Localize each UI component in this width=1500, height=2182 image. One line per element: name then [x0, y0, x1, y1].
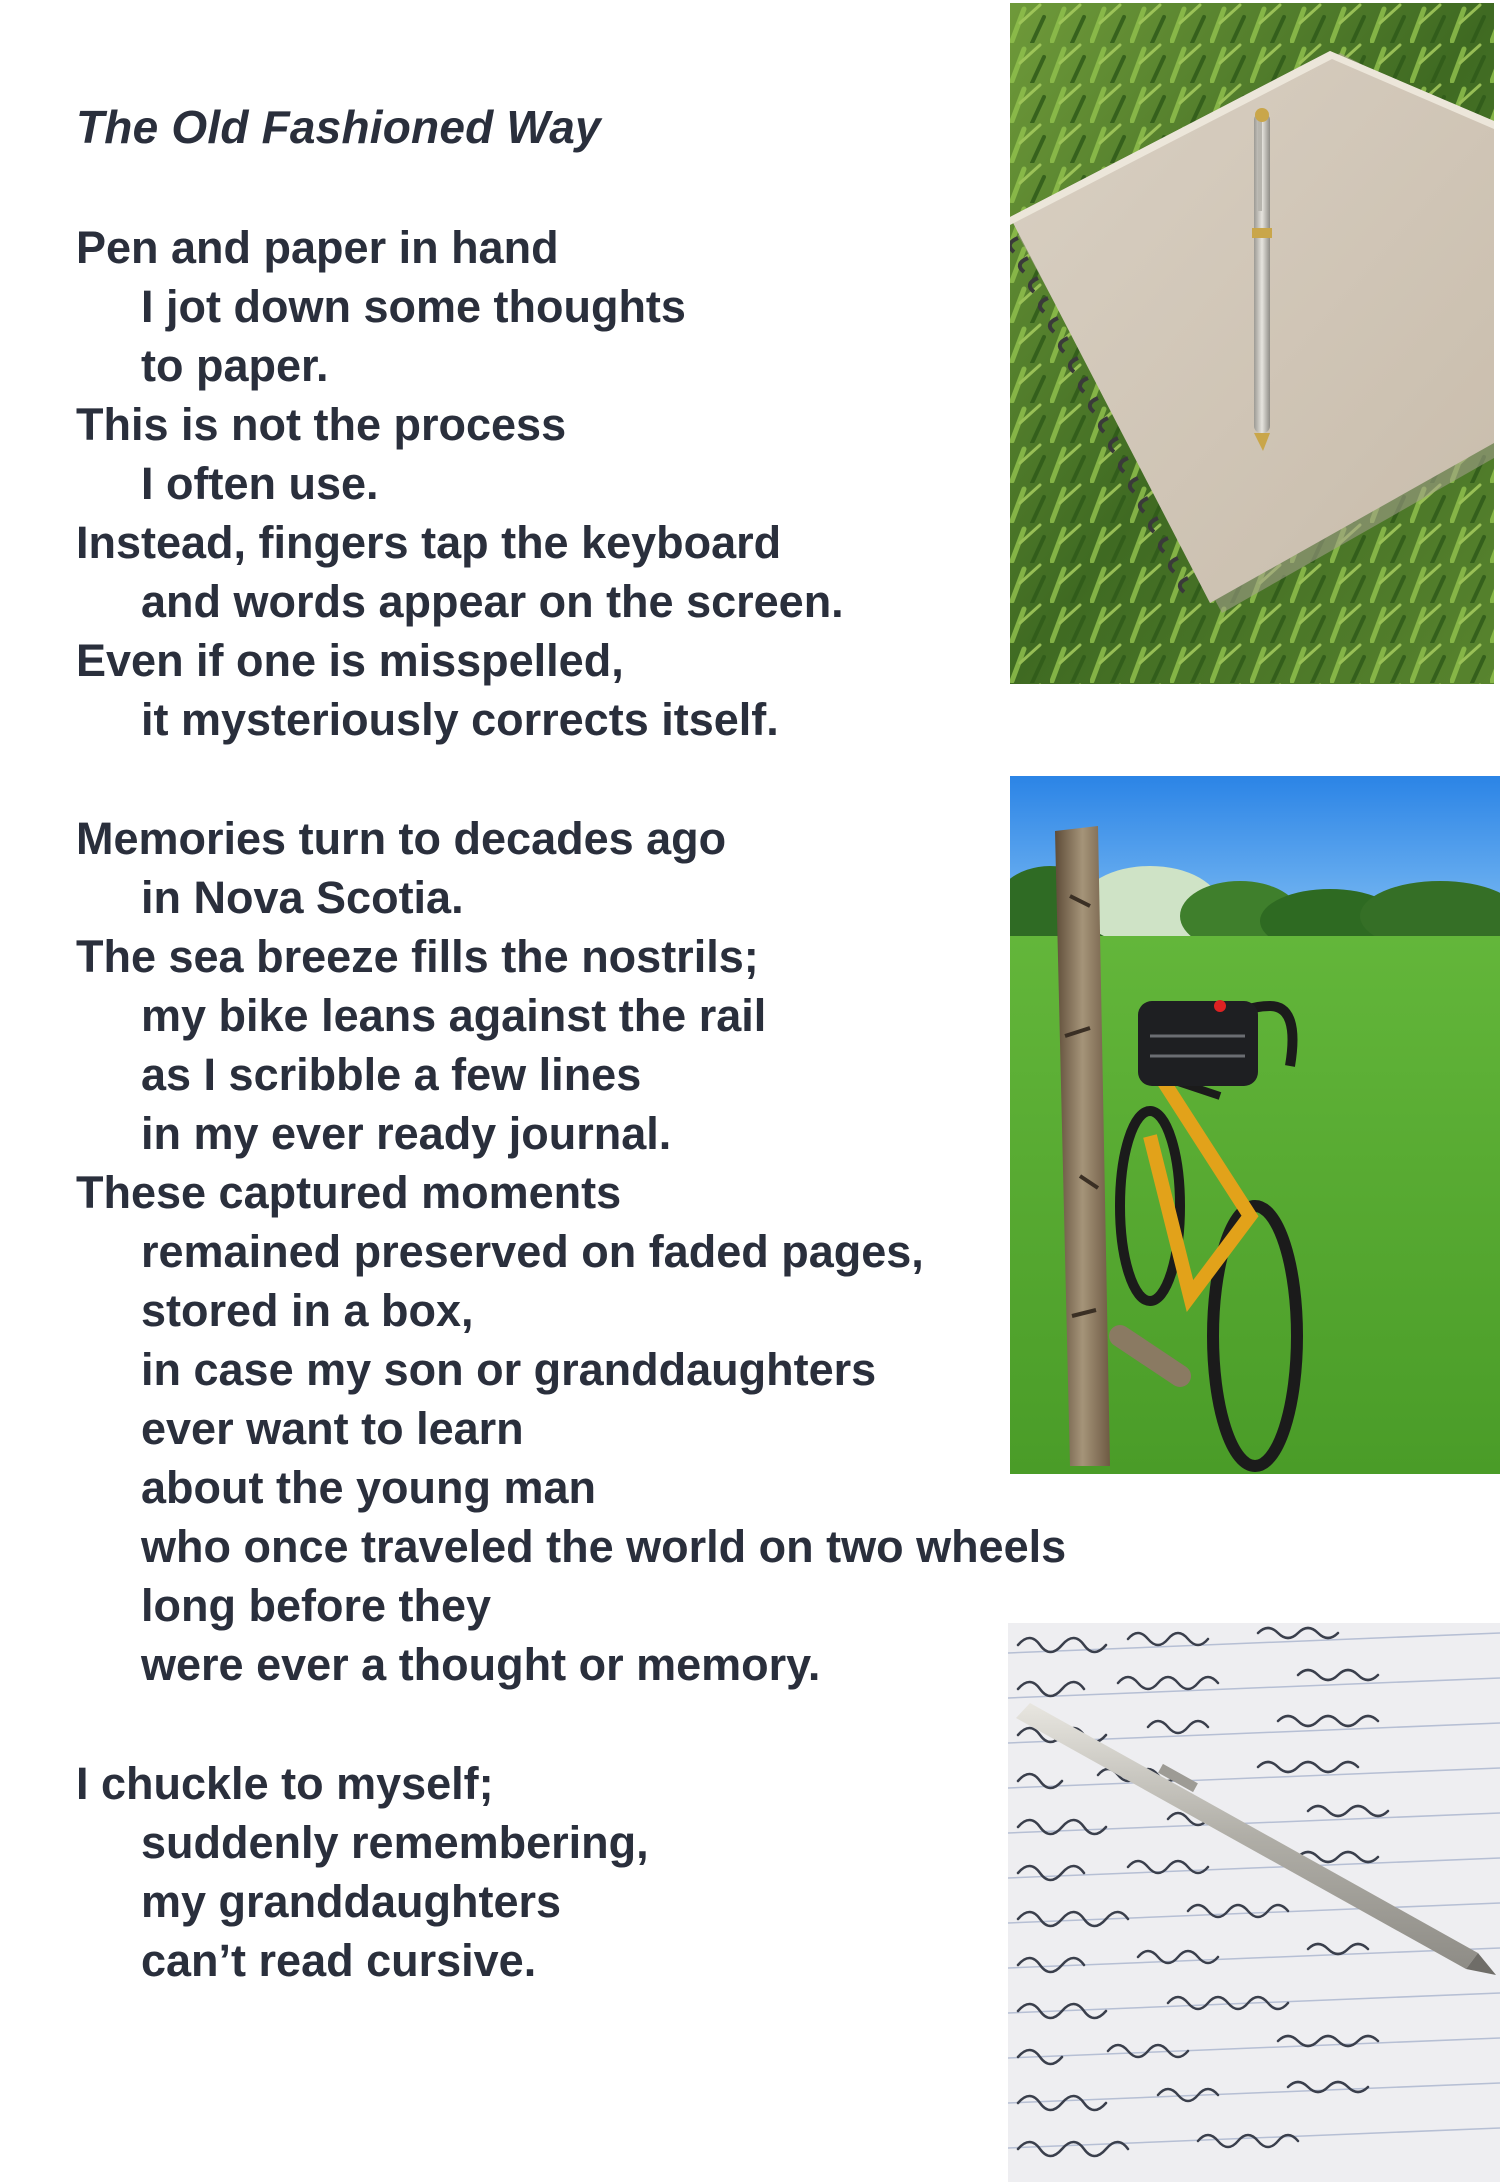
poem-line: my granddaughters	[141, 1876, 562, 1927]
poem-line: I jot down some thoughts	[141, 281, 686, 332]
poem-line: my bike leans against the rail	[141, 990, 767, 1041]
poem-line: This is not the process	[76, 399, 567, 450]
poem-line: Instead, fingers tap the keyboard	[76, 517, 782, 568]
poem-line: it mysteriously corrects itself.	[141, 694, 779, 745]
poem-line: were ever a thought or memory.	[141, 1639, 821, 1690]
poem-line: as I scribble a few lines	[141, 1049, 642, 1100]
poem-line: I chuckle to myself;	[76, 1758, 494, 1809]
poem-line: The sea breeze fills the nostrils;	[76, 931, 759, 982]
poem-line: remained preserved on faded pages,	[141, 1226, 924, 1277]
poem-line: who once traveled the world on two wheels	[141, 1521, 1067, 1572]
notebook-pen-photo	[1010, 3, 1494, 684]
poem-line: Memories turn to decades ago	[76, 813, 727, 864]
stanza-1	[76, 218, 844, 749]
handwriting-photo	[1008, 1623, 1500, 2182]
bicycle-photo	[1010, 776, 1500, 1474]
poem-line: about the young man	[141, 1462, 596, 1513]
poem-line: in Nova Scotia.	[141, 872, 464, 923]
stanza-2	[76, 809, 1066, 1694]
poem-line: suddenly remembering,	[141, 1817, 649, 1868]
poem-line: stored in a box,	[141, 1285, 474, 1336]
poem-line: and words appear on the screen.	[141, 576, 844, 627]
poem-line: in my ever ready journal.	[141, 1108, 672, 1159]
poem-line: to paper.	[141, 340, 329, 391]
poem-title: The Old Fashioned Way	[76, 101, 601, 153]
poem-line: ever want to learn	[141, 1403, 524, 1454]
poem-line: can’t read cursive.	[141, 1935, 537, 1986]
poem-line: Pen and paper in hand	[76, 222, 559, 273]
poem-line: long before they	[141, 1580, 492, 1631]
poem-line: Even if one is misspelled,	[76, 635, 624, 686]
stanza-3	[76, 1754, 649, 1990]
poem-line: These captured moments	[76, 1167, 622, 1218]
poem-line: in case my son or granddaughters	[141, 1344, 877, 1395]
pen-shape	[1252, 108, 1272, 451]
poem-line: I often use.	[141, 458, 379, 509]
